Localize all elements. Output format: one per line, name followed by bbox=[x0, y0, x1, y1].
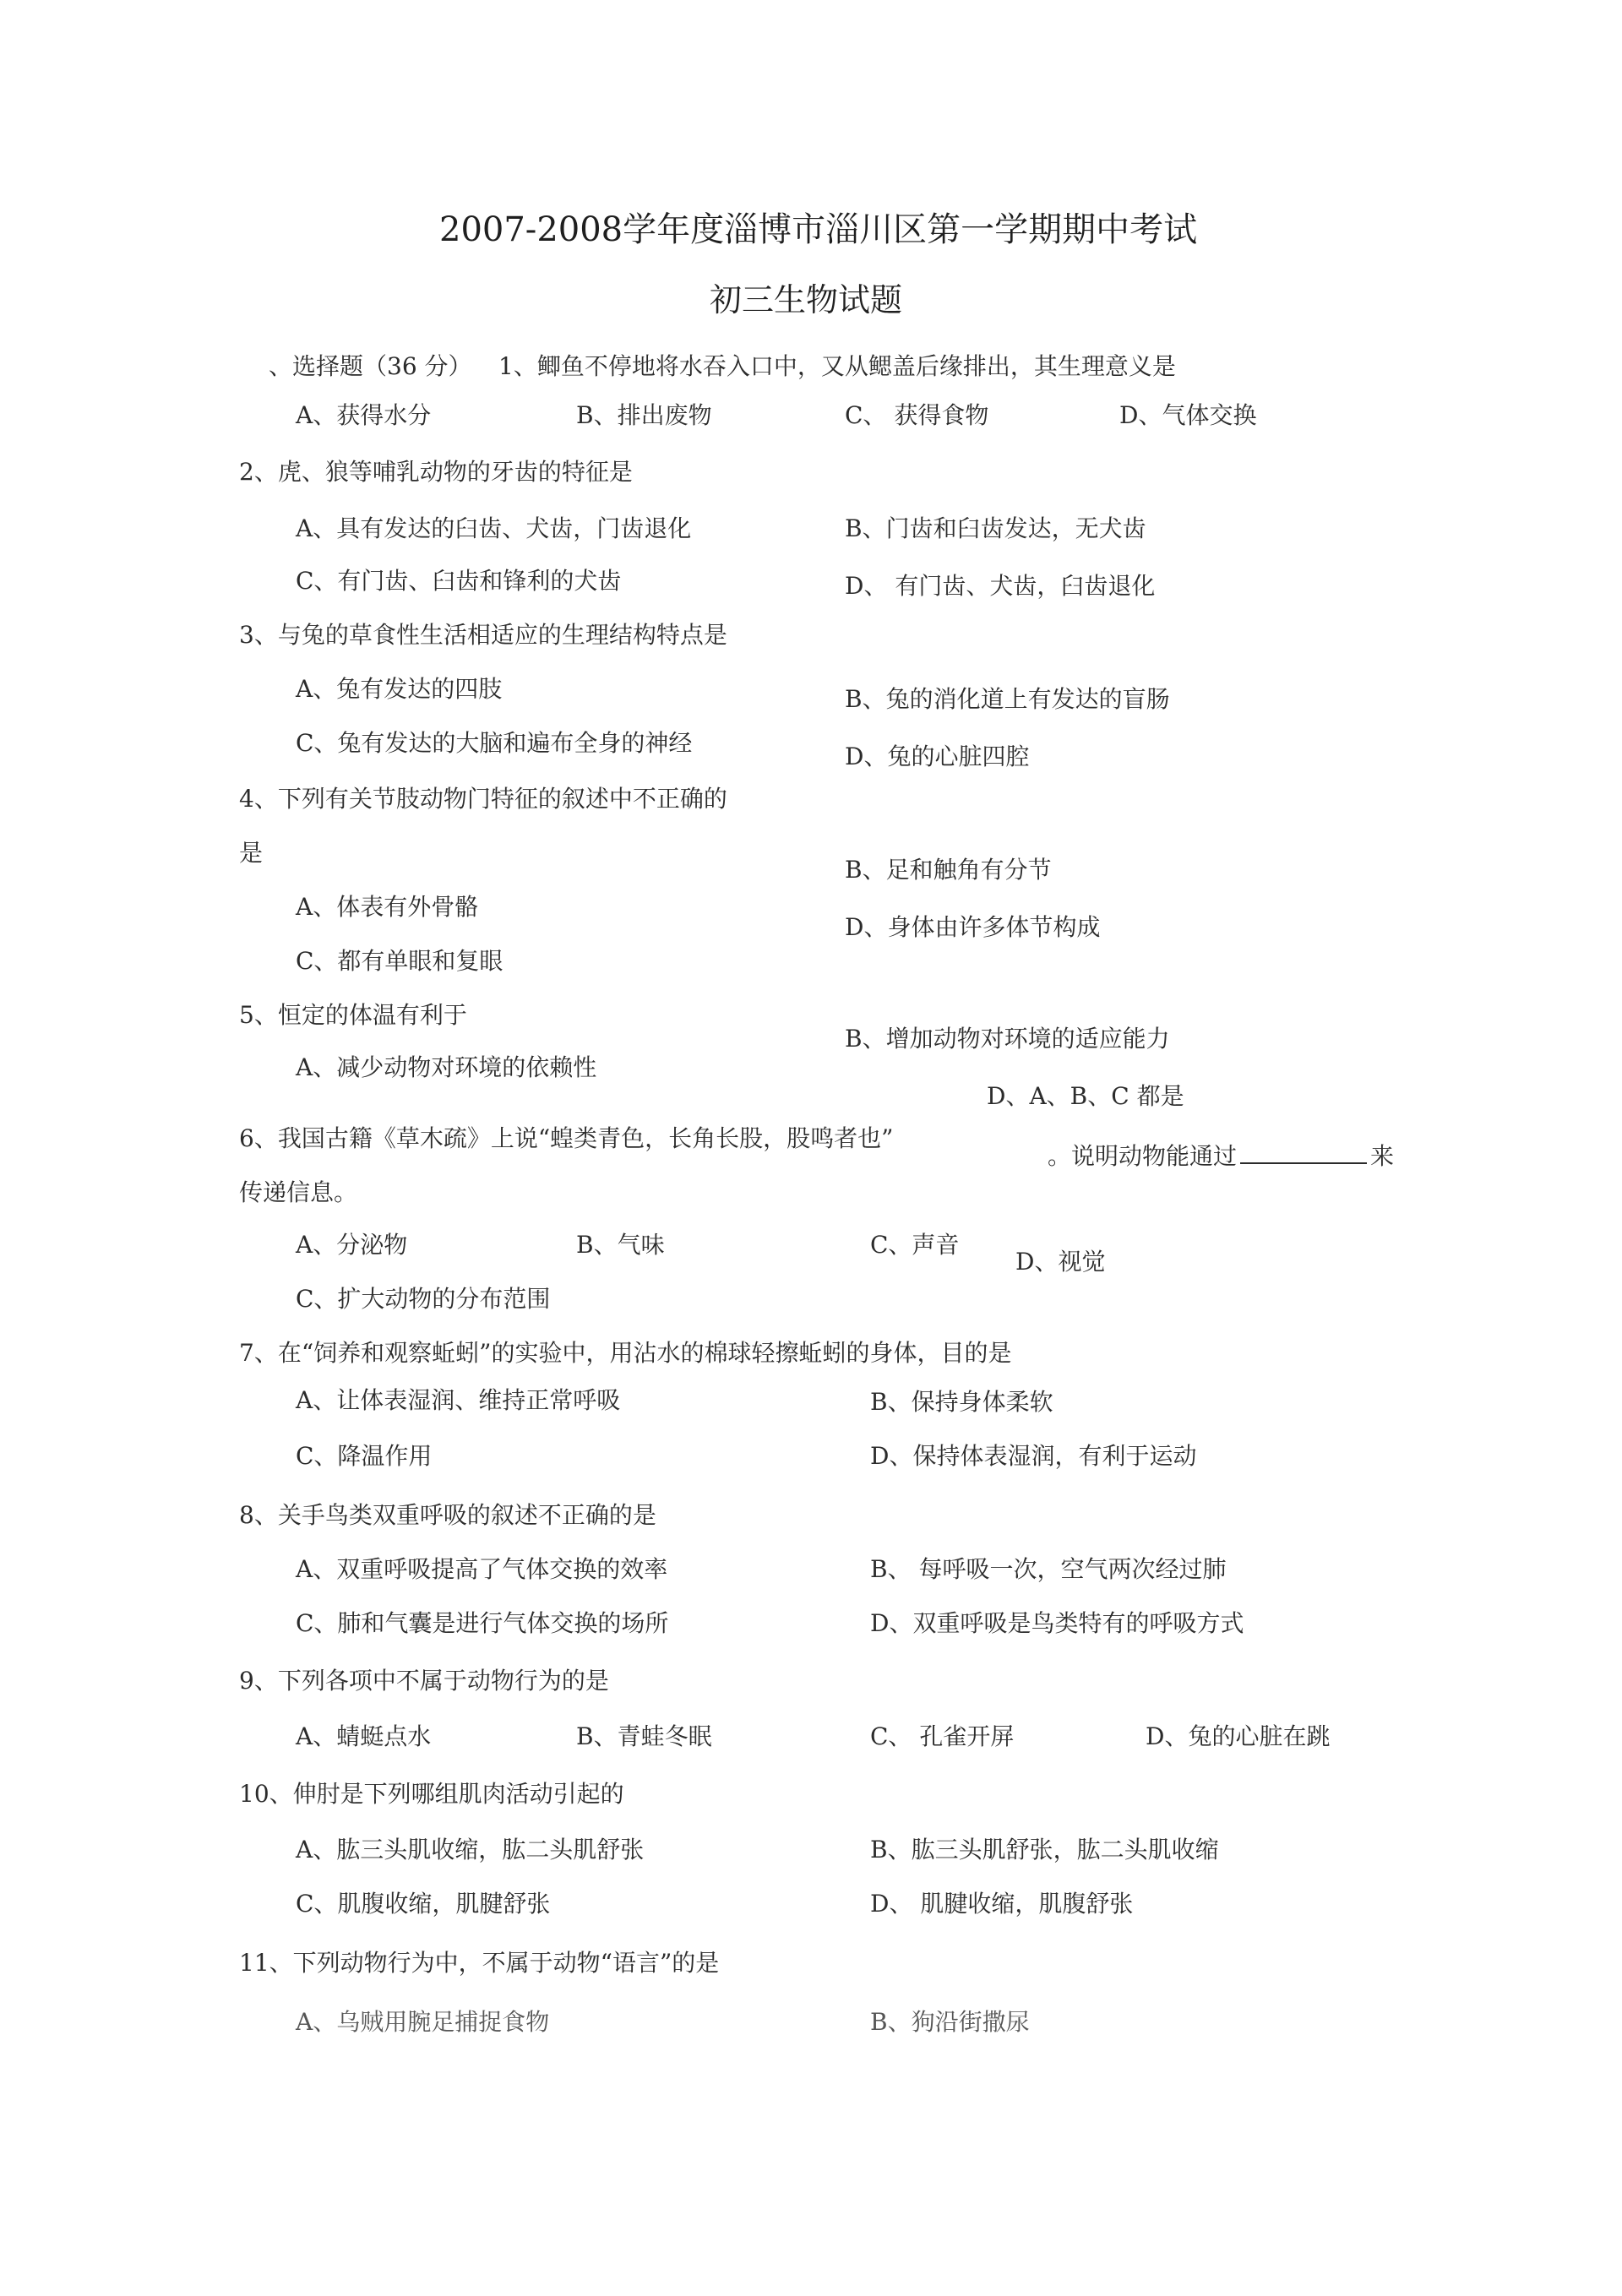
question-5-option-c: C、扩大动物的分布范围 bbox=[296, 1285, 551, 1313]
question-1-stem: 1、鲫鱼不停地将水吞入口中，又从鳃盖后缘排出，其生理意义是 bbox=[498, 352, 1176, 380]
question-9-option-b: B、青蛙冬眠 bbox=[576, 1722, 712, 1750]
question-9-option-a: A、蜻蜓点水 bbox=[296, 1722, 432, 1750]
question-9-option-c: C、 孔雀开屏 bbox=[870, 1722, 1015, 1750]
question-10-option-a: A、肱三头肌收缩，肱二头肌舒张 bbox=[296, 1836, 645, 1863]
question-7-option-a: A、让体表湿润、维持正常呼吸 bbox=[296, 1386, 621, 1414]
question-5-option-d: D、A、B、C 都是 bbox=[987, 1082, 1184, 1110]
question-4-option-a: A、体表有外骨骼 bbox=[296, 893, 479, 921]
question-7-option-d: D、保持体表湿润，有利于运动 bbox=[870, 1442, 1197, 1470]
answer-blank[interactable] bbox=[1240, 1140, 1367, 1164]
question-11-option-b: B、狗沿街撒尿 bbox=[870, 2008, 1030, 2036]
question-3-option-c: C、兔有发达的大脑和遍布全身的神经 bbox=[296, 729, 693, 757]
question-2-stem: 2、虎、狼等哺乳动物的牙齿的特征是 bbox=[239, 458, 633, 486]
question-6-option-d: D、视觉 bbox=[1015, 1248, 1106, 1276]
question-3-option-a: A、兔有发达的四肢 bbox=[296, 675, 503, 703]
question-10-option-c: C、肌腹收缩，肌腱舒张 bbox=[296, 1890, 551, 1918]
question-10-option-b: B、肱三头肌舒张，肱二头肌收缩 bbox=[870, 1836, 1219, 1863]
question-8-option-d: D、双重呼吸是鸟类特有的呼吸方式 bbox=[870, 1609, 1244, 1637]
question-4-stem: 4、下列有关节肢动物门特征的叙述中不正确的 bbox=[239, 785, 727, 813]
question-7-stem: 7、在“饲养和观察蚯蚓”的实验中，用沾水的棉球轻擦蚯蚓的身体，目的是 bbox=[239, 1339, 1012, 1367]
question-4-option-c: C、都有单眼和复眼 bbox=[296, 947, 503, 975]
question-4-option-d: D、身体由许多体节构成 bbox=[845, 913, 1101, 941]
question-8-option-b: B、 每呼吸一次，空气两次经过肺 bbox=[870, 1555, 1227, 1583]
question-6-option-a: A、分泌物 bbox=[296, 1231, 408, 1259]
question-3-option-d: D、兔的心脏四腔 bbox=[845, 743, 1030, 770]
section-heading: 、选择题（36 分） bbox=[269, 352, 472, 380]
question-10-option-d: D、 肌腱收缩，肌腹舒张 bbox=[870, 1890, 1134, 1918]
question-9-stem: 9、下列各项中不属于动物行为的是 bbox=[239, 1667, 609, 1695]
question-1-option-a: A、获得水分 bbox=[296, 401, 432, 429]
question-1-option-d: D、气体交换 bbox=[1119, 401, 1257, 429]
question-6-stem-tail-a: 。说明动物能通过 bbox=[1048, 1142, 1238, 1170]
page-subtitle: 初三生物试题 bbox=[710, 281, 903, 318]
question-7-option-c: C、降温作用 bbox=[296, 1442, 433, 1470]
question-2-option-d: D、 有门齿、犬齿，臼齿退化 bbox=[845, 572, 1156, 600]
question-10-stem: 10、伸肘是下列哪组肌肉活动引起的 bbox=[239, 1780, 624, 1808]
question-5-option-b: B、增加动物对环境的适应能力 bbox=[845, 1025, 1170, 1053]
question-6-option-c: C、声音 bbox=[870, 1231, 960, 1259]
question-4-stem-continued: 是 bbox=[239, 839, 264, 867]
question-6-stem-tail-b: 来 bbox=[1370, 1142, 1395, 1170]
question-3-option-b: B、兔的消化道上有发达的盲肠 bbox=[845, 685, 1170, 713]
question-1-option-c: C、 获得食物 bbox=[845, 401, 989, 429]
question-2-option-a: A、具有发达的臼齿、犬齿，门齿退化 bbox=[296, 514, 692, 542]
question-6-option-b: B、气味 bbox=[576, 1231, 665, 1259]
question-1-option-b: B、排出废物 bbox=[576, 401, 712, 429]
question-8-option-c: C、肺和气囊是进行气体交换的场所 bbox=[296, 1609, 669, 1637]
question-8-stem: 8、关手鸟类双重呼吸的叙述不正确的是 bbox=[239, 1501, 656, 1529]
question-4-option-b: B、足和触角有分节 bbox=[845, 856, 1052, 884]
question-3-stem: 3、与兔的草食性生活相适应的生理结构特点是 bbox=[239, 621, 727, 649]
question-6-stem: 6、我国古籍《草木疏》上说“蝗类青色，长角长股，股鸣者也” bbox=[239, 1124, 894, 1152]
page-title: 2007-2008学年度淄博市淄川区第一学期期中考试 bbox=[439, 210, 1198, 249]
question-7-option-b: B、保持身体柔软 bbox=[870, 1388, 1053, 1416]
question-6-stem-continued: 传递信息。 bbox=[239, 1178, 358, 1206]
question-2-option-c: C、有门齿、臼齿和锋利的犬齿 bbox=[296, 567, 622, 595]
question-2-option-b: B、门齿和臼齿发达，无犬齿 bbox=[845, 514, 1146, 542]
question-6-stem-tail bbox=[1048, 1140, 1394, 1168]
question-5-stem: 5、恒定的体温有利于 bbox=[239, 1001, 467, 1029]
question-11-option-a: A、乌贼用腕足捕捉食物 bbox=[296, 2008, 550, 2036]
question-9-option-d: D、兔的心脏在跳 bbox=[1146, 1722, 1331, 1750]
question-5-option-a: A、减少动物对环境的依赖性 bbox=[296, 1053, 597, 1081]
question-11-stem: 11、下列动物行为中，不属于动物“语言”的是 bbox=[239, 1949, 720, 1977]
question-8-option-a: A、双重呼吸提高了气体交换的效率 bbox=[296, 1555, 668, 1583]
